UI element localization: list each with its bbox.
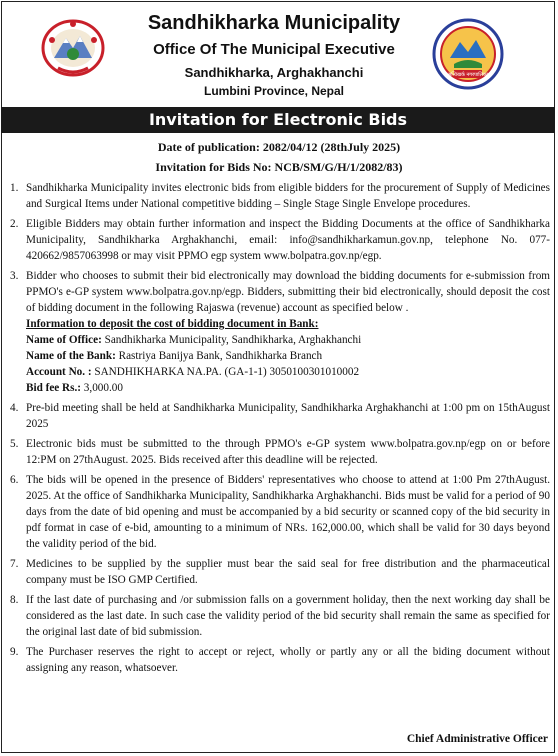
- item-text: Eligible Bidders may obtain further information and inspect the Bidding Documents at the office of Sandhikharka Municipality, Sandhikharka Arghakhanchi, email: info@sandhikharkamun.gov.np, telephone No. 077-420662/9857063998 or may visit PPMO egp system www.bolpatra.gov.np/egp.: [26, 218, 550, 262]
- list-item: [10, 556, 550, 588]
- item-number: 6.: [10, 474, 19, 486]
- bid-terms-list: [10, 180, 550, 680]
- item-number: 7.: [10, 558, 19, 570]
- item-number: 4.: [10, 402, 19, 414]
- item-text: Sandhikharka Municipality invites electronic bids from eligible bidders for the procurement of Supply of Medicines and Surgical Items under National competitive bidding – Single Stage Single Envelope procedures.: [26, 182, 550, 210]
- org-location: Sandhikharka, Arghakhanchi: [184, 65, 364, 80]
- item-text: The Purchaser reserves the right to accept or reject, wholly or partly any or all the biding document without assigning any reason, whatsoever.: [26, 646, 550, 674]
- org-province: Lumbini Province, Nepal: [203, 84, 345, 98]
- item-number: 5.: [10, 438, 19, 450]
- bank-info-title: Information to deposit the cost of bidding document in Bank:: [26, 318, 319, 330]
- notice-title-band: Invitation for Electronic Bids: [1, 107, 555, 133]
- list-item: [10, 592, 550, 640]
- item-number: 9.: [10, 646, 19, 658]
- item-text: Bidder who chooses to submit their bid electronically may download the bidding documents for e-submission from PPMO's e-GP system www.bolpatra.gov.np/egp. Bidders, submitting their bid electronically, should deposit the cost of bidding document in the following Rajaswa (revenue) account as specified below .: [26, 270, 550, 314]
- office-name: Office Of The Municipal Executive: [153, 41, 395, 58]
- seal-text: सन्धिखर्क नगरपालिका: [447, 72, 489, 78]
- item-text: Electronic bids must be submitted to the through PPMO's e-GP system www.bolpatra.gov.np/egp on or before 12:PM on 27thAugust. 2025. Bids received after this deadline will be rejected.: [26, 438, 550, 466]
- nepal-emblem-icon: [40, 18, 106, 78]
- org-name: Sandhikharka Municipality: [147, 12, 401, 34]
- item-number: 2.: [10, 218, 19, 230]
- list-item: [10, 436, 550, 468]
- bid-fee-row: Bid fee Rs.: 3,000.00: [26, 382, 123, 394]
- item-number: 1.: [10, 182, 19, 194]
- list-item: [10, 180, 550, 212]
- item-text: Pre-bid meeting shall be held at Sandhikharka Municipality, Sandhikharka Arghakhanchi at 1:00 pm on 15thAugust 2025: [26, 402, 550, 430]
- item-number: 3.: [10, 270, 19, 282]
- municipality-seal-icon: [432, 18, 504, 90]
- item-text: Medicines to be supplied by the supplier must bear the said seal for free distribution and the pharmaceutical company must be ISO GMP Certified.: [26, 558, 550, 586]
- bank-name-row: Name of the Bank: Rastriya Banijya Bank, Sandhikharka Branch: [26, 350, 323, 362]
- invitation-number: Invitation for Bids No: NCB/SM/G/H/1/2082/83): [155, 160, 403, 174]
- bank-account-row: Account No. : SANDHIKHARKA NA.PA. (GA-1-1) 3050100301010002: [26, 366, 360, 378]
- signatory: Chief Administrative Officer: [406, 733, 548, 745]
- list-item: [10, 644, 550, 676]
- item-text: If the last date of purchasing and /or submission falls on a government holiday, then the next working day shall be considered as the last date. In such case the validity period of the bid security shall remain the same as specified for the original last date of bid submission.: [26, 594, 550, 638]
- bank-office-row: Name of Office: Sandhikharka Municipality, Sandhikharka, Arghakhanchi: [26, 334, 362, 346]
- item-number: 8.: [10, 594, 19, 606]
- list-item: [10, 216, 550, 264]
- list-item: [10, 472, 550, 552]
- list-item: [10, 268, 550, 396]
- publication-date: Date of publication: 2082/04/12 (28thJuly 2025): [157, 140, 401, 154]
- list-item: [10, 400, 550, 432]
- item-text: The bids will be opened in the presence of Bidders' representatives who choose to attend at 1:00 Pm 27thAugust. 2025. At the office of Sandhikharka Municipality, Sandhikharka Arghakhanchi. Bids must be valid for a period of 90 days from the date of bid opening and must be accompanied by a bid security or scanned copy of the bid security in pdf format in case of e-bid, amounting to a minimum of NRs. 162,000.00, which shall be valid for 30 days beyond the validity period of the bid.: [26, 474, 550, 550]
